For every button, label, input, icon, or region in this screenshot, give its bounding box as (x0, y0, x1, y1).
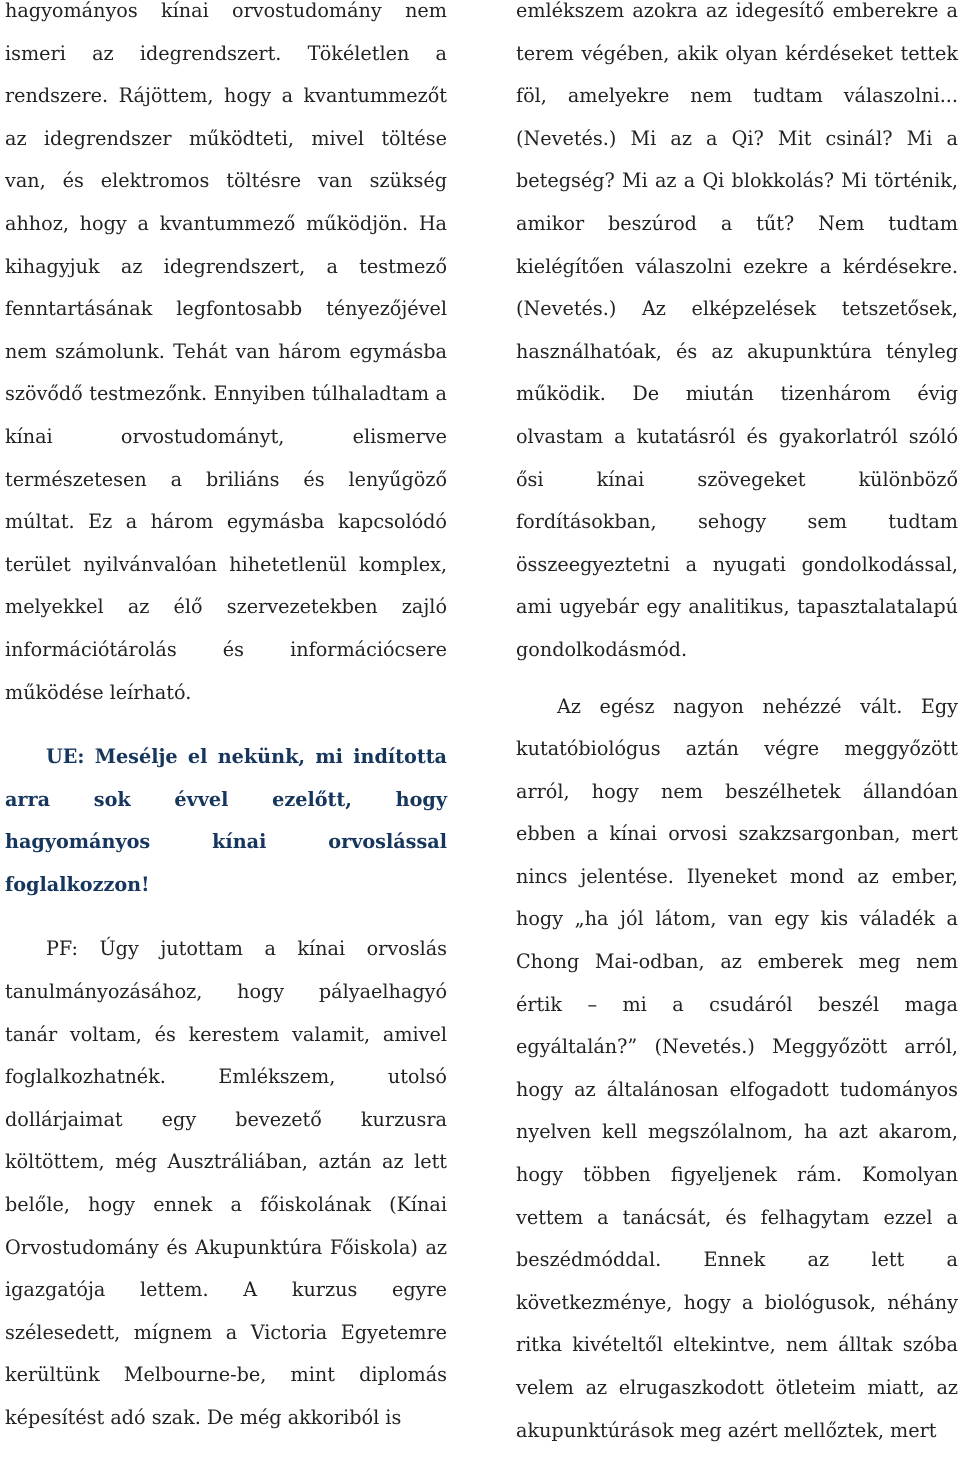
interview-answer: PF: Úgy jutottam a kínai orvoslás tanulmányozásához, hogy pályaelhagyó tanár voltam, és kerestem valamit, amivel foglalkozhatnék. Emlékszem, utolsó dollárjaimat egy bevezető kurzusra költöttem, még Ausztráliában, aztán az lett belőle, hogy ennek a főiskolának (Kínai Orvostudomány és Akupunktúra Főiskola) az igazgatója lettem. A kurzus egyre szélesedett, mígnem a Victoria Egyetemre kerültünk Melbourne-be, mint diplomás képesítést adó szak. De még akkoriból is (5, 937, 447, 1429)
paragraph-spacer (5, 906, 447, 928)
paragraph-spacer (5, 714, 447, 736)
paragraph-spacer (516, 672, 958, 686)
paragraph-kutatobiologus: Az egész nagyon nehézzé vált. Egy kutatóbiológus aztán végre meggyőzött arról, hogy nem beszélhetek állandóan ebben a kínai orvosi szakzsargonban, mert nincs jelentése. Ilyeneket mond az ember, hogy „ha jól látom, van egy kis váladék a Chong Mai-odban, az emberek meg nem értik – mi a csudáról beszél maga egyáltalán?” (Nevetés.) Meggyőzött arról, hogy az általánosan elfogadott tudományos nyelven kell megszólalnom, ha azt akarom, hogy többen figyeljenek rám. Komolyan vettem a tanácsát, és felhagytam ezzel a beszédmóddal. Ennek az lett a következménye, hogy a biológusok, néhány ritka kivételtől eltekintve, nem álltak szóba velem az elrugaszkodott ötleteim miatt, az akupunktúrások meg azért mellőztek, mert (516, 694, 958, 1442)
paragraph-kerdesek: emlékszem azokra az idegesítő emberekre a terem végében, akik olyan kérdéseket tettek föl, amelyekre nem tudtam válaszolni... (Nevetés.) Mi az a Qi? Mit csinál? Mi a betegség? Mi az a Qi blokkolás? Mi történik, amikor beszúrod a tűt? Nem tudtam kielégítően válaszolni ezekre a kérdésekre. (Nevetés.) Az elképzelések tetszetősek, használhatóak, és az akupunktúra tényleg működik. De miután tizenhárom évig olvastam a kutatásról és gyakorlatról szóló ősi kínai szövegeket különböző fordításokban, sehogy sem tudtam összeegyeztetni a nyugati gondolkodással, ami ugyebár egy analitikus, tapasztalatalapú gondolkodásmód. (516, 0, 958, 661)
left-column (5, 0, 447, 1440)
paragraph-idegrendszer: hagyományos kínai orvostudomány nem ismeri az idegrendszert. Tökéletlen a rendszere. Rájöttem, hogy a kvantummezőt az idegrendszer működteti, mivel töltése van, és elektromos töltésre van szükség ahhoz, hogy a kvantummező működjön. Ha kihagyjuk az idegrendszert, a testmező fenntartásának legfontosabb tényezőjével nem számolunk. Tehát van három egymásba szövődő testmezőnk. Ennyiben túlhaladtam a kínai orvostudományt, elismerve természetesen a briliáns és lenyűgöző múltat. Ez a három egymásba kapcsolódó terület nyilvánvalóan hihetetlenül komplex, melyekkel az élő szervezetekben zajló információtárolás és információcsere működése leírható. (5, 0, 447, 704)
interview-question: UE: Mesélje el nekünk, mi indította arra sok évvel ezelőtt, hogy hagyományos kínai orvoslással foglalkozzon! (5, 745, 447, 896)
right-column (516, 0, 958, 1452)
